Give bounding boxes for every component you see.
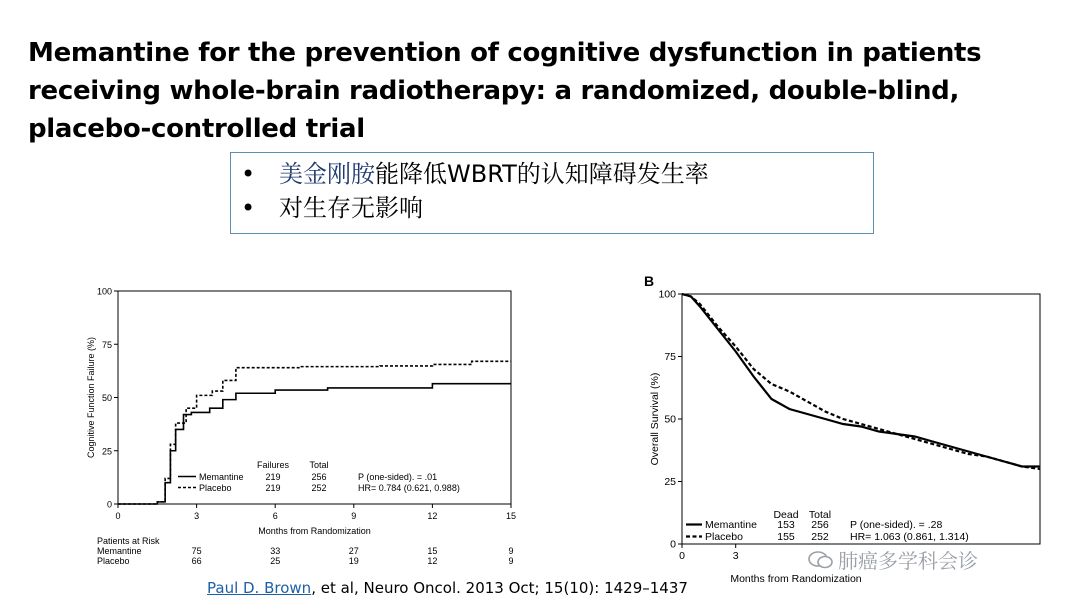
bullet-row-2 [241, 191, 873, 225]
series-line-memantine [682, 294, 1040, 467]
bullet-row-1 [241, 157, 873, 191]
legend-entry: Placebo [199, 483, 232, 493]
y-tick-label: 75 [101, 339, 112, 350]
legend-entry: Placebo [705, 531, 743, 543]
x-tick-label: 9 [351, 511, 357, 521]
x-tick-label: 0 [679, 550, 685, 562]
bullet-highlight: 美金刚胺 [279, 160, 375, 188]
risk-value: 15 [427, 546, 438, 556]
legend-count: 219 [265, 472, 281, 482]
legend-total: 252 [311, 483, 327, 493]
legend-count: 219 [265, 483, 281, 493]
y-tick-label: 0 [106, 499, 112, 510]
citation [207, 579, 688, 597]
risk-value: 19 [348, 556, 359, 566]
legend-total: 252 [811, 531, 829, 543]
bullet-text: 对生存无影响 [279, 194, 423, 222]
x-tick-label: 6 [272, 511, 278, 521]
x-tick-label: 3 [732, 550, 739, 562]
risk-value: 33 [270, 546, 281, 556]
panel-label: B [644, 273, 655, 289]
risk-row-label: Memantine [97, 546, 142, 556]
y-tick-label: 100 [658, 288, 676, 301]
legend-entry: Memantine [705, 519, 757, 531]
x-tick-label: 3 [194, 511, 200, 521]
risk-value: 75 [191, 546, 202, 556]
y-tick-label: 25 [664, 476, 676, 488]
y-axis-label: Cognitive Function Failure (%) [86, 336, 96, 459]
x-tick-label: 15 [505, 511, 517, 521]
y-tick-label: 50 [664, 413, 676, 426]
overall-survival-chart [640, 262, 1060, 590]
bullet-marker: • [241, 194, 256, 222]
x-tick-label: 12 [427, 511, 438, 521]
legend-header: Total [808, 509, 832, 521]
watermark [808, 545, 978, 574]
wechat-icon [808, 550, 834, 570]
legend-stat: P (one-sided). = .28 [850, 519, 943, 531]
author-link[interactable]: Paul D. Brown [207, 579, 312, 597]
bullet-marker: • [241, 160, 256, 188]
legend-total: 256 [811, 519, 829, 531]
bullet-text: 能降低WBRT的认知障碍发生率 [375, 160, 709, 188]
legend-stat: HR= 0.784 (0.621, 0.988) [358, 483, 460, 493]
legend-entry: Memantine [199, 472, 244, 482]
risk-table-title: Patients at Risk [97, 536, 160, 546]
legend-header: Dead [773, 509, 799, 521]
y-tick-label: 25 [101, 446, 112, 457]
risk-value: 27 [348, 546, 359, 556]
legend-header: Failures [256, 460, 290, 470]
risk-value: 12 [427, 556, 438, 566]
risk-value: 9 [508, 556, 514, 566]
y-tick-label: 0 [670, 538, 676, 551]
risk-value: 9 [508, 546, 514, 556]
cognitive-failure-chart [80, 280, 530, 575]
legend-stat: P (one-sided). = .01 [358, 472, 438, 482]
slide-title: Memantine for the prevention of cognitive dysfunction in patients receiving whole-brain radiotherapy: a randomized, double-blind, placebo-controlled trial [28, 38, 982, 144]
y-tick-label: 100 [96, 286, 112, 297]
plot-frame [682, 294, 1040, 544]
legend-count: 153 [777, 519, 795, 531]
legend-header: Total [309, 460, 329, 470]
risk-value: 25 [270, 556, 281, 566]
x-tick-label: 0 [115, 511, 121, 521]
watermark-text: 肺癌多学科会诊 [838, 549, 978, 573]
legend-total: 256 [311, 472, 327, 482]
x-axis-label: Months from Randomization [730, 573, 862, 585]
risk-value: 66 [191, 556, 202, 566]
risk-row-label: Placebo [97, 556, 130, 566]
y-tick-label: 50 [101, 393, 112, 403]
key-points-box [230, 152, 874, 234]
series-line-placebo [682, 294, 1040, 469]
legend-stat: HR= 1.063 (0.861, 1.314) [850, 531, 969, 543]
citation-rest: , et al, Neuro Oncol. 2013 Oct; 15(10): 1429–1437 [311, 579, 688, 597]
x-axis-label: Months from Randomization [258, 526, 371, 536]
legend-count: 155 [777, 531, 795, 543]
y-axis-label: Overall Survival (%) [649, 372, 661, 466]
y-tick-label: 75 [664, 351, 676, 363]
